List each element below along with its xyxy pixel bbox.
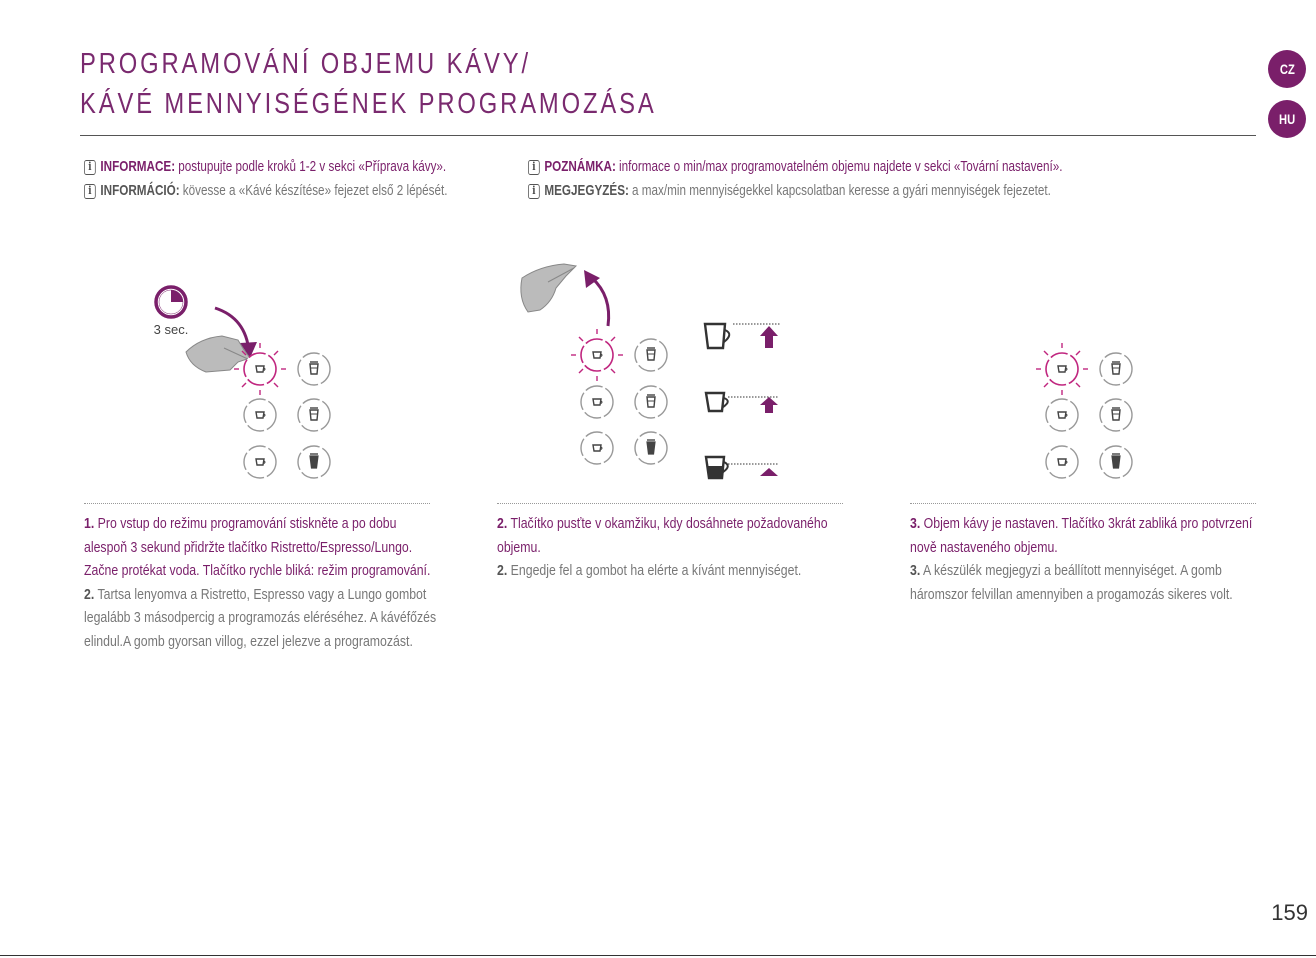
- button-grid-1: [234, 343, 330, 478]
- step-1-divider: [84, 503, 430, 504]
- volume-levels: [705, 324, 780, 478]
- step-3-text: 3. Objem kávy je nastaven. Tlačítko 3krát zabliká pro potvrzení nově nastaveného objemu. 3. A készülék megjegyzi a beállított mennyiséget. A gomb háromszor felvillan amennyiben a progamozás sikeres volt.: [910, 515, 1253, 603]
- cup-low-icon: [706, 457, 778, 478]
- up-arrow-icon: [760, 397, 778, 413]
- title-line-hu: KÁVÉ MENNYISÉGÉNEK PROGRAMOZÁSA: [80, 88, 657, 120]
- info-block-left: i INFORMACE: postupujte podle kroků 1-2 v sekci «Příprava kávy». i INFORMÁCIÓ: kövesse a «Kávé készítése» fejezet első 2 lépését.: [84, 155, 550, 203]
- info-icon: i: [84, 160, 96, 175]
- panel-3-illustration: [1036, 343, 1132, 478]
- timer-label: 3 sec.: [153, 322, 189, 337]
- step-2-divider: [497, 503, 843, 504]
- panel-1-illustration: [154, 287, 330, 478]
- lang-badge-cz[interactable]: CZ: [1268, 50, 1306, 88]
- step-2-text: 2. Tlačítko pusťte v okamžiku, kdy dosáhnete požadovaného objemu. 2. Engedje fel a gombot ha elérte a kívánt mennyiséget.: [497, 515, 828, 579]
- step-1-text: 1. Pro vstup do režimu programování stiskněte a po dobu alespoň 3 sekund přidržte tlačítko Ristretto/Espresso/Lungo. Začne protékat voda. Tlačítko rychle bliká: režim programování. 2. Tartsa lenyomva a Ristretto, Espresso vagy a Lungo gombot legalább 3 másodpercig a programozás eléréséhez. A kávéfőzés elindul.A gomb gyorsan villog, ezzel jelezve a programozást.: [84, 515, 437, 650]
- curved-arrow-icon: [592, 278, 609, 326]
- footer-rule: [0, 955, 1316, 956]
- button-grid-3: [1036, 343, 1132, 478]
- title-line-cz: PROGRAMOVÁNÍ OBJEMU KÁVY/: [80, 48, 531, 80]
- cup-medium-icon: [706, 393, 778, 413]
- panel-2-illustration: [521, 264, 780, 478]
- lang-badge-hu[interactable]: HU: [1268, 100, 1306, 138]
- page-number: 159: [1271, 900, 1308, 925]
- info-icon: i: [528, 184, 540, 199]
- cup-full-icon: [705, 324, 780, 348]
- info-icon: i: [528, 160, 540, 175]
- up-arrow-icon: [760, 326, 778, 348]
- info-block-right: i POZNÁMKA: informace o min/max programovatelném objemu najdete v sekci «Tovární nastavení». i MEGJEGYZÉS: a max/min mennyiségekkel kapcsolatban keresse a gyári mennyiségek fejezetet.: [528, 155, 1213, 203]
- button-grid-2: [571, 329, 667, 464]
- timer-icon: [156, 287, 186, 317]
- hand-release-icon: [521, 264, 576, 312]
- info-icon: i: [84, 184, 96, 199]
- step-3-divider: [910, 503, 1256, 504]
- hand-press-icon: [186, 336, 250, 372]
- up-arrow-icon: [760, 468, 778, 476]
